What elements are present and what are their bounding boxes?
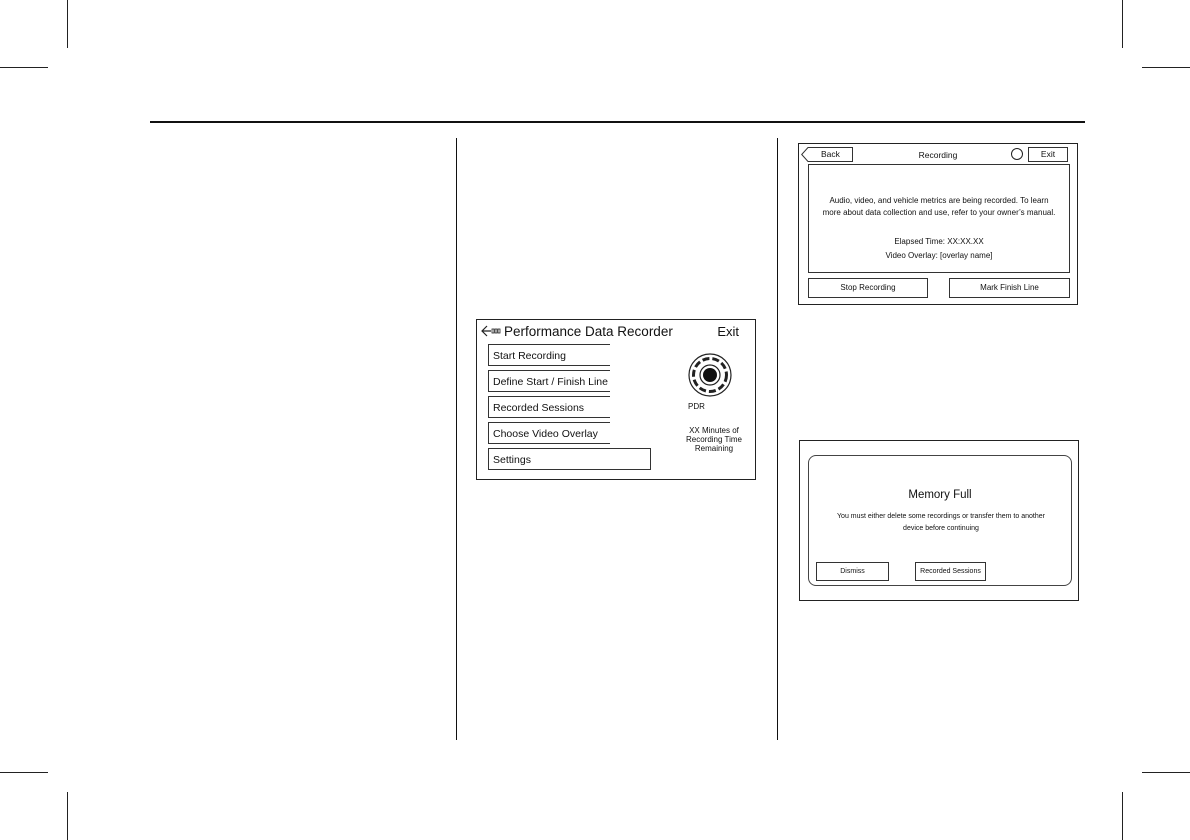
message-line: Audio, video, and vehicle metrics are being recorded. To learn bbox=[829, 196, 1049, 205]
recorded-sessions-button[interactable]: Recorded Sessions bbox=[915, 562, 986, 581]
crop-mark bbox=[67, 0, 68, 48]
remaining-line: XX Minutes of bbox=[689, 426, 739, 435]
back-arrow-icon[interactable] bbox=[481, 325, 501, 337]
exit-button[interactable]: Exit bbox=[1028, 147, 1068, 162]
pdr-screen bbox=[476, 319, 756, 480]
column-divider bbox=[456, 138, 457, 740]
recording-screen bbox=[798, 143, 1078, 305]
dialog-title: Memory Full bbox=[908, 489, 972, 501]
column-divider bbox=[777, 138, 778, 740]
menu-settings[interactable]: Settings bbox=[488, 448, 651, 470]
menu-choose-video-overlay[interactable]: Choose Video Overlay bbox=[488, 422, 610, 444]
remaining-line: Recording Time bbox=[685, 435, 743, 444]
pdr-label: PDR bbox=[688, 402, 705, 411]
recording-time-remaining bbox=[669, 426, 759, 453]
exit-button[interactable]: Exit bbox=[717, 324, 739, 339]
pdr-camera-icon bbox=[687, 352, 733, 398]
header-rule bbox=[150, 121, 1085, 123]
recording-title: Recording bbox=[918, 150, 958, 160]
memory-full-screen bbox=[799, 440, 1079, 601]
crop-mark bbox=[1142, 67, 1190, 68]
crop-mark bbox=[1122, 0, 1123, 48]
dialog-message bbox=[819, 511, 1063, 535]
record-indicator-icon bbox=[1011, 148, 1023, 160]
back-button[interactable]: Back bbox=[821, 149, 840, 159]
recording-message bbox=[809, 195, 1069, 219]
menu-start-recording[interactable]: Start Recording bbox=[488, 344, 610, 366]
message-line: You must either delete some recordings or transfer them to another bbox=[837, 513, 1045, 520]
pdr-title: Performance Data Recorder bbox=[504, 324, 673, 339]
crop-mark bbox=[1122, 792, 1123, 840]
crop-mark bbox=[1142, 772, 1190, 773]
menu-recorded-sessions[interactable]: Recorded Sessions bbox=[488, 396, 610, 418]
stop-recording-button[interactable]: Stop Recording bbox=[808, 278, 928, 298]
message-line: device before continuing bbox=[903, 525, 979, 532]
crop-mark bbox=[67, 792, 68, 840]
crop-mark bbox=[0, 67, 48, 68]
menu-define-start-finish-line[interactable]: Define Start / Finish Line bbox=[488, 370, 610, 392]
crop-mark bbox=[0, 772, 48, 773]
mark-finish-line-button[interactable]: Mark Finish Line bbox=[949, 278, 1070, 298]
elapsed-time: Elapsed Time: XX:XX.XX bbox=[894, 237, 984, 246]
dismiss-button[interactable]: Dismiss bbox=[816, 562, 889, 581]
recording-message-box bbox=[808, 164, 1070, 273]
remaining-line: Remaining bbox=[694, 444, 734, 453]
message-line: more about data collection and use, refer to your owner’s manual. bbox=[822, 208, 1056, 217]
memory-full-dialog bbox=[808, 455, 1072, 586]
video-overlay: Video Overlay: [overlay name] bbox=[885, 251, 993, 260]
